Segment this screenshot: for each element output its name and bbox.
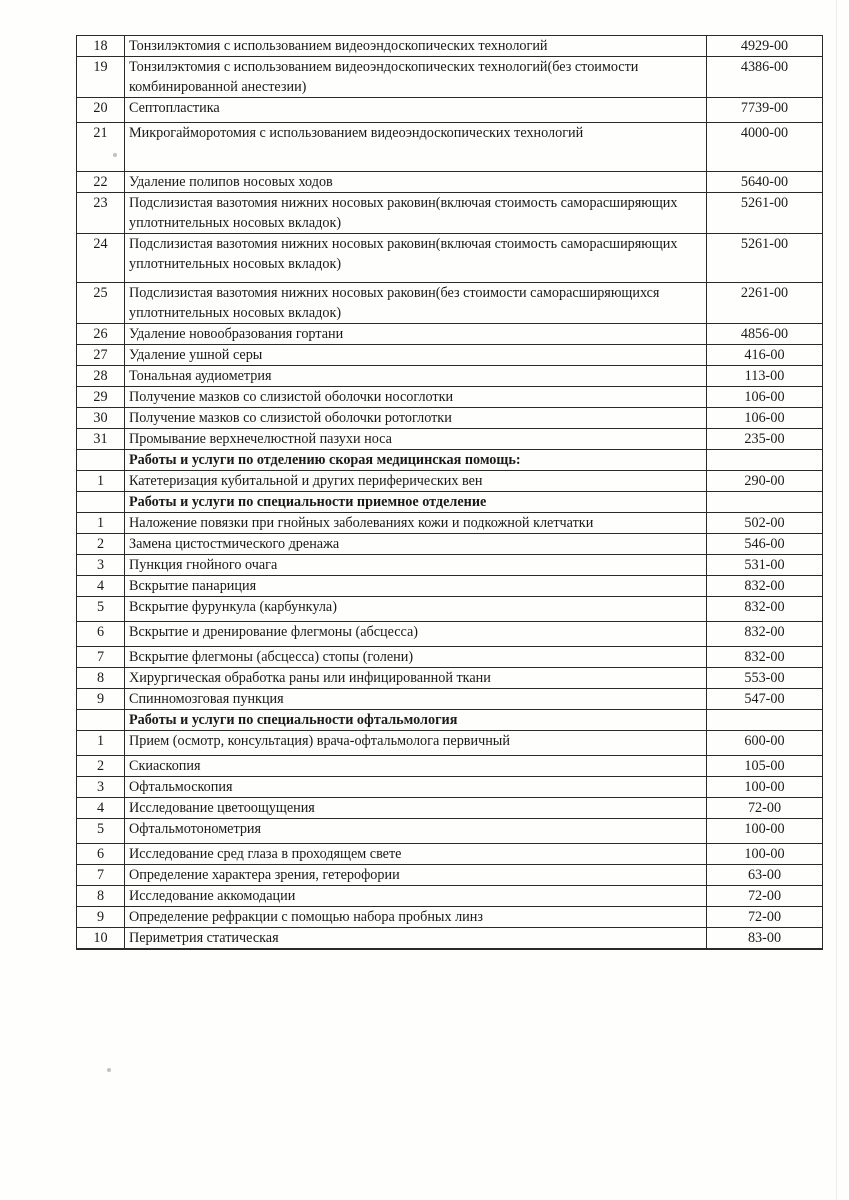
- row-number: 4: [77, 576, 125, 597]
- table-row: [77, 756, 823, 777]
- service-name: Микрогайморотомия с использованием видеоэндоскопических технологий: [125, 123, 707, 172]
- service-name: Вскрытие и дренирование флегмоны (абсцесса): [125, 622, 707, 647]
- service-price: 72-00: [707, 798, 823, 819]
- service-name: Замена цистостмического дренажа: [125, 534, 707, 555]
- row-number: 25: [77, 283, 125, 324]
- service-name: Тонзилэктомия с использованием видеоэндоскопических технологий: [125, 36, 707, 57]
- row-number: 5: [77, 819, 125, 844]
- service-name: Вскрытие фурункула (карбункула): [125, 597, 707, 622]
- service-price: 416-00: [707, 345, 823, 366]
- table-row: [77, 57, 823, 98]
- service-price: 5261-00: [707, 234, 823, 283]
- row-number: 6: [77, 844, 125, 865]
- row-number: [77, 710, 125, 731]
- table-row: [77, 865, 823, 886]
- service-price: 547-00: [707, 689, 823, 710]
- table-row: [77, 777, 823, 798]
- service-name: Тональная аудиометрия: [125, 366, 707, 387]
- service-name: Офтальмотонометрия: [125, 819, 707, 844]
- row-number: 5: [77, 597, 125, 622]
- table-row: [77, 387, 823, 408]
- page-edge: [836, 0, 837, 1200]
- row-number: [77, 949, 125, 950]
- service-price: 290-00: [707, 471, 823, 492]
- service-price: 832-00: [707, 597, 823, 622]
- row-number: 22: [77, 172, 125, 193]
- row-number: 2: [77, 756, 125, 777]
- row-number: 3: [77, 777, 125, 798]
- service-name: Пункция гнойного очага: [125, 555, 707, 576]
- service-name: [125, 949, 707, 950]
- table-row: [77, 622, 823, 647]
- service-name: Удаление полипов носовых ходов: [125, 172, 707, 193]
- service-price: 5640-00: [707, 172, 823, 193]
- row-number: 1: [77, 513, 125, 534]
- table-row: [77, 576, 823, 597]
- row-number: 1: [77, 731, 125, 756]
- table-row: [77, 647, 823, 668]
- table-row: [77, 36, 823, 57]
- service-name: Подслизистая вазотомия нижних носовых раковин(включая стоимость саморасширяющих уплотнительных носовых вкладок): [125, 234, 707, 283]
- service-name: Подслизистая вазотомия нижних носовых раковин(без стоимости саморасширяющихся уплотнительных носовых вкладок): [125, 283, 707, 324]
- service-price: 105-00: [707, 756, 823, 777]
- service-price: 2261-00: [707, 283, 823, 324]
- service-price: 546-00: [707, 534, 823, 555]
- service-price: 235-00: [707, 429, 823, 450]
- row-number: 7: [77, 865, 125, 886]
- row-number: 24: [77, 234, 125, 283]
- service-name: Определение рефракции с помощью набора пробных линз: [125, 907, 707, 928]
- service-price: 832-00: [707, 576, 823, 597]
- service-price: 72-00: [707, 907, 823, 928]
- row-number: 8: [77, 886, 125, 907]
- service-name: Вскрытие флегмоны (абсцесса) стопы (голени): [125, 647, 707, 668]
- service-name: Определение характера зрения, гетерофории: [125, 865, 707, 886]
- service-name: Хирургическая обработка раны или инфицированной ткани: [125, 668, 707, 689]
- table-row: [77, 844, 823, 865]
- service-price: 100-00: [707, 844, 823, 865]
- service-name: Удаление ушной серы: [125, 345, 707, 366]
- row-number: 10: [77, 928, 125, 949]
- table-row: [77, 193, 823, 234]
- row-number: 30: [77, 408, 125, 429]
- service-price: 4000-00: [707, 123, 823, 172]
- row-number: 8: [77, 668, 125, 689]
- service-price: 72-00: [707, 886, 823, 907]
- service-name: Прием (осмотр, консультация) врача-офтальмолога первичный: [125, 731, 707, 756]
- section-title: Работы и услуги по специальности офтальмология: [125, 710, 707, 731]
- row-number: 28: [77, 366, 125, 387]
- service-name: Получение мазков со слизистой оболочки носоглотки: [125, 387, 707, 408]
- service-price: 832-00: [707, 622, 823, 647]
- service-price: 5261-00: [707, 193, 823, 234]
- table-row: [77, 819, 823, 844]
- table-row: [77, 283, 823, 324]
- section-header-row: [77, 450, 823, 471]
- price-list-body: [77, 36, 823, 950]
- service-name: Катетеризация кубитальной и других периферических вен: [125, 471, 707, 492]
- table-row: [77, 597, 823, 622]
- row-number: 2: [77, 534, 125, 555]
- service-price: [707, 492, 823, 513]
- section-header-row: [77, 710, 823, 731]
- service-price: 100-00: [707, 777, 823, 798]
- row-number: [77, 492, 125, 513]
- row-number: 18: [77, 36, 125, 57]
- row-number: 20: [77, 98, 125, 123]
- service-price: 832-00: [707, 647, 823, 668]
- service-name: Септопластика: [125, 98, 707, 123]
- table-row: [77, 949, 823, 950]
- service-price: 106-00: [707, 387, 823, 408]
- price-list-table: [76, 35, 823, 950]
- service-price: 7739-00: [707, 98, 823, 123]
- table-row: [77, 98, 823, 123]
- service-price: [707, 949, 823, 950]
- table-row: [77, 886, 823, 907]
- table-row: [77, 345, 823, 366]
- table-row: [77, 689, 823, 710]
- table-row: [77, 907, 823, 928]
- service-name: Периметрия статическая: [125, 928, 707, 949]
- table-row: [77, 928, 823, 949]
- service-name: Получение мазков со слизистой оболочки ротоглотки: [125, 408, 707, 429]
- row-number: 29: [77, 387, 125, 408]
- service-name: Промывание верхнечелюстной пазухи носа: [125, 429, 707, 450]
- table-row: [77, 798, 823, 819]
- service-price: 63-00: [707, 865, 823, 886]
- service-name: Исследование сред глаза в проходящем свете: [125, 844, 707, 865]
- row-number: 9: [77, 689, 125, 710]
- service-price: 502-00: [707, 513, 823, 534]
- row-number: 6: [77, 622, 125, 647]
- service-name: Исследование цветоощущения: [125, 798, 707, 819]
- table-row: [77, 731, 823, 756]
- table-row: [77, 668, 823, 689]
- row-number: 3: [77, 555, 125, 576]
- service-price: [707, 710, 823, 731]
- table-row: [77, 471, 823, 492]
- table-row: [77, 123, 823, 172]
- row-number: 23: [77, 193, 125, 234]
- row-number: 31: [77, 429, 125, 450]
- service-price: 4929-00: [707, 36, 823, 57]
- row-number: 4: [77, 798, 125, 819]
- table-row: [77, 555, 823, 576]
- service-name: Вскрытие панариция: [125, 576, 707, 597]
- table-row: [77, 366, 823, 387]
- row-number: 21: [77, 123, 125, 172]
- row-number: 7: [77, 647, 125, 668]
- service-price: 531-00: [707, 555, 823, 576]
- section-header-row: [77, 492, 823, 513]
- row-number: 1: [77, 471, 125, 492]
- service-name: Тонзилэктомия с использованием видеоэндоскопических технологий(без стоимости комбинированной анестезии): [125, 57, 707, 98]
- service-price: 4386-00: [707, 57, 823, 98]
- row-number: 26: [77, 324, 125, 345]
- table-row: [77, 172, 823, 193]
- service-price: 4856-00: [707, 324, 823, 345]
- table-row: [77, 513, 823, 534]
- service-name: Подслизистая вазотомия нижних носовых раковин(включая стоимость саморасширяющих уплотнительных носовых вкладок): [125, 193, 707, 234]
- service-price: 113-00: [707, 366, 823, 387]
- row-number: 27: [77, 345, 125, 366]
- row-number: [77, 450, 125, 471]
- table-row: [77, 429, 823, 450]
- row-number: 19: [77, 57, 125, 98]
- service-name: Удаление новообразования гортани: [125, 324, 707, 345]
- service-name: Исследование аккомодации: [125, 886, 707, 907]
- service-name: Наложение повязки при гнойных заболеваниях кожи и подкожной клетчатки: [125, 513, 707, 534]
- service-price: 553-00: [707, 668, 823, 689]
- service-name: Офтальмоскопия: [125, 777, 707, 798]
- service-price: 83-00: [707, 928, 823, 949]
- table-row: [77, 534, 823, 555]
- table-row: [77, 234, 823, 283]
- section-title: Работы и услуги по отделению скорая медицинская помощь:: [125, 450, 707, 471]
- service-price: 600-00: [707, 731, 823, 756]
- table-row: [77, 408, 823, 429]
- row-number: 9: [77, 907, 125, 928]
- service-price: [707, 450, 823, 471]
- scan-speck: [113, 153, 117, 157]
- service-price: 100-00: [707, 819, 823, 844]
- section-title: Работы и услуги по специальности приемное отделение: [125, 492, 707, 513]
- service-name: Спинномозговая пункция: [125, 689, 707, 710]
- scan-speck: [107, 1068, 111, 1072]
- service-name: Скиаскопия: [125, 756, 707, 777]
- service-price: 106-00: [707, 408, 823, 429]
- table-row: [77, 324, 823, 345]
